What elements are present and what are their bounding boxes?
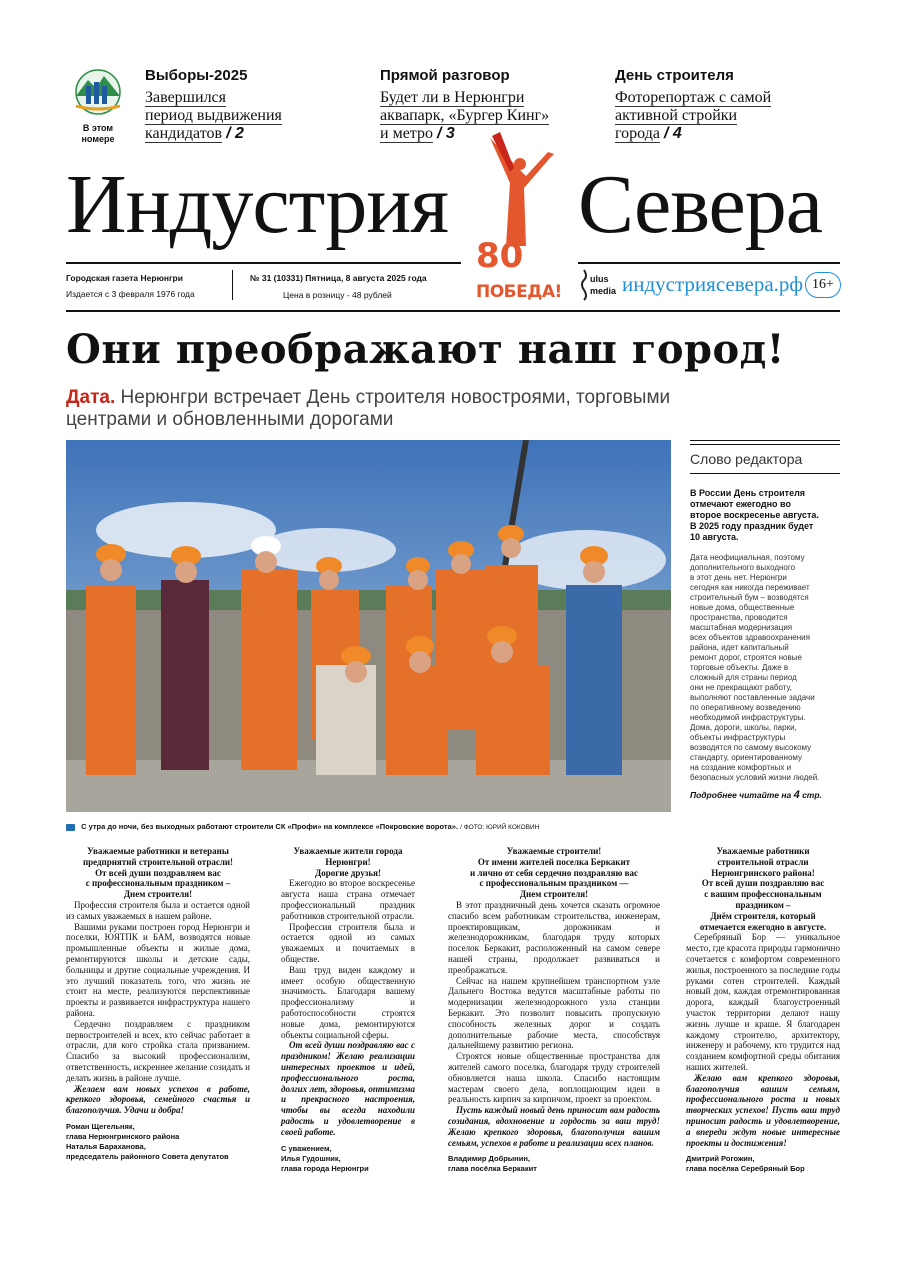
greeting-column-1 bbox=[66, 846, 250, 1162]
teaser-line: Будет ли в Нерюнгри bbox=[380, 89, 525, 106]
camera-icon bbox=[66, 824, 75, 831]
sidebar-title: Слово редактора bbox=[690, 451, 803, 467]
victory-label: ПОБЕДА! bbox=[476, 282, 562, 302]
teaser-elections[interactable] bbox=[145, 67, 355, 143]
meta-divider bbox=[232, 270, 233, 300]
teaser-line: период выдвижения bbox=[145, 107, 282, 124]
teaser-page: / 2 bbox=[226, 125, 244, 142]
teaser-page: / 4 bbox=[663, 125, 682, 142]
teaser-line: и метро bbox=[380, 125, 433, 142]
sidebar-read-more[interactable]: Подробнее читайте на 4 стр. bbox=[690, 789, 822, 801]
column-paragraph: Профессия строителя была и остается одной из самых уважаемых в нашем районе. bbox=[66, 899, 250, 921]
teaser-line: Завершился bbox=[145, 89, 227, 106]
teaser-title: День строителя bbox=[615, 67, 734, 84]
column-paragraph: Сердечно поздравляем с праздником первостроителей и всех, кто сейчас работает в отрасли, для кого стройка стала призванием. Спасибо за высокий профессионализм, ответственность, искреннее желание созидать и делать жизнь в районе лучше. bbox=[66, 1018, 250, 1083]
sidebar-body: Дата неофициальная, поэтому дополнительного выходного в этот день нет. Нерюнгри сегодня как никогда переживает строительный бум – возводятся новые дома, общественные пространства, проводится масштабная модернизация всех объектов здравоохранения района, идет капитальный ремонт дорог, строятся новые торговые объекты. Даже в сложный для страны период они не прекращают работу, выполняют поставленные задачи по оперативному возведению необходимой инфраструктуры. Дома, дороги, школы, парки, объекты инфраструктуры возводятся по самому высокому стандарту, ориентированному на создание комфортных и безопасных условий жизни людей. bbox=[690, 553, 820, 782]
column-wish: Желаю вам крепкого здоровья, благополучия вашим семьям, профессионального роста и новых творческих успехов! Пусть ваш труд приносит радость и удовлетворение, а впереди ждут новые интересные проекты и достижения! bbox=[686, 1072, 840, 1148]
header-bottom-rule bbox=[66, 310, 840, 312]
deck-tag: Дата. bbox=[66, 387, 116, 408]
greeting-column-4 bbox=[686, 846, 840, 1174]
issue-label: В этом номере bbox=[81, 123, 115, 144]
column-signature: С уважением, Илья Гудошник, глава города Нерюнгри bbox=[281, 1143, 369, 1173]
photo-caption bbox=[66, 822, 676, 831]
sidebar-rule bbox=[690, 440, 840, 441]
caption-credit: / ФОТО: ЮРИЙ КОКОВИН bbox=[460, 824, 540, 831]
column-paragraph: Сейчас на нашем крупнейшем транспортном узле Дальнего Востока ведутся масштабные работы по модернизации железнодорожного узла станции Беркакит. Это позволит повысить пропускную способность железных дорог и создать дополнительные рабочие места, способствуя дальнейшему развитию региона. bbox=[448, 975, 660, 1051]
deck-line1: Нерюнгри встречает День строителя новостроями, торговыми bbox=[115, 387, 671, 408]
teaser-line: города bbox=[615, 125, 660, 142]
caption-text: С утра до ночи, без выходных работают строители СК «Профи» на комплексе «Покровские ворота». bbox=[81, 822, 459, 831]
editor-sidebar bbox=[690, 440, 840, 801]
victory-emblem bbox=[470, 128, 562, 308]
lead-photo bbox=[66, 440, 671, 812]
age-badge: 16+ bbox=[805, 272, 841, 298]
deck-line2: центрами и обновленными дорогами bbox=[66, 409, 394, 430]
masthead-right: Севера bbox=[578, 158, 823, 251]
column-heading: Уважаемые строители! От имени жителей поселка Беркакит и лично от себя сердечно поздравляю вас с профессиональным праздником — Днем строителя! bbox=[470, 846, 638, 900]
since-label: Издается с 3 февраля 1976 года bbox=[66, 289, 195, 299]
teaser-line: Фоторепортаж с самой bbox=[615, 89, 772, 106]
column-signature: Роман Щегельняк, глава Нерюнгринского района Наталья Бараханова, председатель районного Совета депутатов bbox=[66, 1121, 229, 1161]
price-label: Цена в розницу - 48 рублей bbox=[283, 290, 392, 300]
issue-label: № 31 (10331) Пятница, 8 августа 2025 года bbox=[250, 273, 427, 283]
column-paragraph: В этот праздничный день хочется сказать огромное спасибо всем работникам строительства, инженерам, проектировщикам, дорожникам и железнодорожникам, благодаря труду которых поселок Беркакит, расположенный на самом севере нашей страны, продолжает развиваться и преображаться. bbox=[448, 899, 660, 975]
sidebar-rule bbox=[690, 444, 840, 445]
ulus-media-icon bbox=[578, 268, 590, 302]
teaser-title: Прямой разговор bbox=[380, 67, 510, 84]
column-paragraph: Ваш труд виден каждому и имеет особую общественную значимость. Благодаря вашему профессионализму и работоспособности строятся новые дома, ремонтируются объекты социальной сферы. bbox=[281, 964, 415, 1040]
column-heading: Уважаемые жители города Нерюнгри! Дорогие друзья! bbox=[293, 846, 403, 878]
masthead-rule bbox=[578, 262, 840, 264]
masthead-left: Индустрия bbox=[66, 158, 448, 251]
media-brand-2: media bbox=[590, 286, 617, 296]
teaser-page: / 3 bbox=[436, 125, 455, 142]
column-wish: Пусть каждый новый день приносит вам радость созидания, вдохновение и гордость за ваш труд! Желаю крепкого здоровья, благополучия вашим семьям, успехов в работе и реализации всех планов. bbox=[448, 1105, 660, 1148]
ulus-media-logo bbox=[578, 268, 620, 304]
greeting-column-3 bbox=[448, 846, 660, 1174]
greeting-column-2 bbox=[281, 846, 415, 1174]
media-brand-1: ulus bbox=[590, 274, 609, 284]
site-link[interactable]: индустриясевера.рф bbox=[622, 272, 804, 296]
column-heading: Уважаемые работники и ветераны предприятий строительной отрасли! От всей души поздравляем вас с профессиональным праздником – Днем строителя! bbox=[82, 846, 234, 900]
headline-deck bbox=[66, 387, 846, 431]
city-emblem-icon bbox=[68, 66, 128, 116]
motherland-statue-icon bbox=[470, 128, 562, 248]
teaser-builder-day[interactable] bbox=[615, 67, 835, 143]
column-paragraph: Строятся новые общественные пространства для жителей самого поселка, благодаря труду строителей обновляется наша школа. Спасибо настоящим мастерам своего дела, воплощающим идеи в реальность кирпич за кирпичом, проект за проектом. bbox=[448, 1051, 660, 1105]
sidebar-rule bbox=[690, 473, 840, 474]
column-paragraph: Профессия строителя была и остается одной из самых уважаемых и почитаемых в обществе. bbox=[281, 921, 415, 964]
column-heading: Уважаемые работники строительной отрасли Нерюнгринского района! От всей души поздравляю вас с вашим профессиональным праздником – Днём строителя, который отмечается ежегодно в августе. bbox=[699, 846, 827, 932]
masthead-rule bbox=[66, 262, 461, 264]
issue-logo bbox=[68, 66, 128, 144]
teaser-line: аквапарк, «Бургер Кинг» bbox=[380, 107, 550, 124]
column-signature: Дмитрий Рогожин, глава посёлка Серебряный Бор bbox=[686, 1154, 805, 1174]
column-wish: Желаем вам новых успехов в работе, крепкого здоровья, семейного счастья и благополучия. Удачи и добра! bbox=[66, 1083, 250, 1116]
teaser-line: активной стройки bbox=[615, 107, 738, 124]
builders-photo-illustration bbox=[66, 440, 671, 812]
sidebar-lead: В России День строителя отмечают ежегодно во второе воскресенье августа. В 2025 году праздник будет 10 августа. bbox=[690, 488, 819, 542]
city-paper-label: Городская газета Нерюнгри bbox=[66, 273, 183, 283]
column-paragraph: Ежегодно во второе воскресенье августа наша страна отмечает профессиональный праздник работников строительной отрасли. bbox=[281, 878, 415, 921]
victory-number: 80 bbox=[476, 236, 524, 276]
column-paragraph: Серебряный Бор — уникальное место, где красота природы гармонично сочетается с комфортом современного жилья, построенного за последние годы руками сотен строителей. Каждый новый дом, каждая отремонтированная дорога, каждый благоустроенный участок территории делают нашу жизнь лучше и краше. Я благодарен каждому строителю, архитектору, инженеру и рабочему, кто трудится над созданием комфортной среды обитания наших жителей. bbox=[686, 932, 840, 1072]
column-wish: От всей души поздравляю вас с праздником! Желаю реализации интересных проектов и идей, профессионального роста, долгих лет, здоровья, оптимизма и прекрасного настроения, чтобы вы всегда находили радость и удовлетворение в своей работе. bbox=[281, 1040, 415, 1137]
column-paragraph: Вашими руками построен город Нерюнгри и поселки, ЮЯТПК и БАМ, возводятся новые промышленные объекты и жилые дома, ремонтируются школы и детские сады, больницы и другие социальные учреждения. И это лучший показатель того, что жизнь не стоит на месте, реализуются перспективные проекты и развивается инфраструктура нашего района. bbox=[66, 921, 250, 1018]
column-signature: Владимир Добрынин, глава посёлка Беркакит bbox=[448, 1154, 537, 1174]
page-headline: Они преображают наш город! bbox=[66, 326, 785, 373]
teaser-line: кандидатов bbox=[145, 125, 223, 142]
teaser-title: Выборы-2025 bbox=[145, 67, 248, 84]
